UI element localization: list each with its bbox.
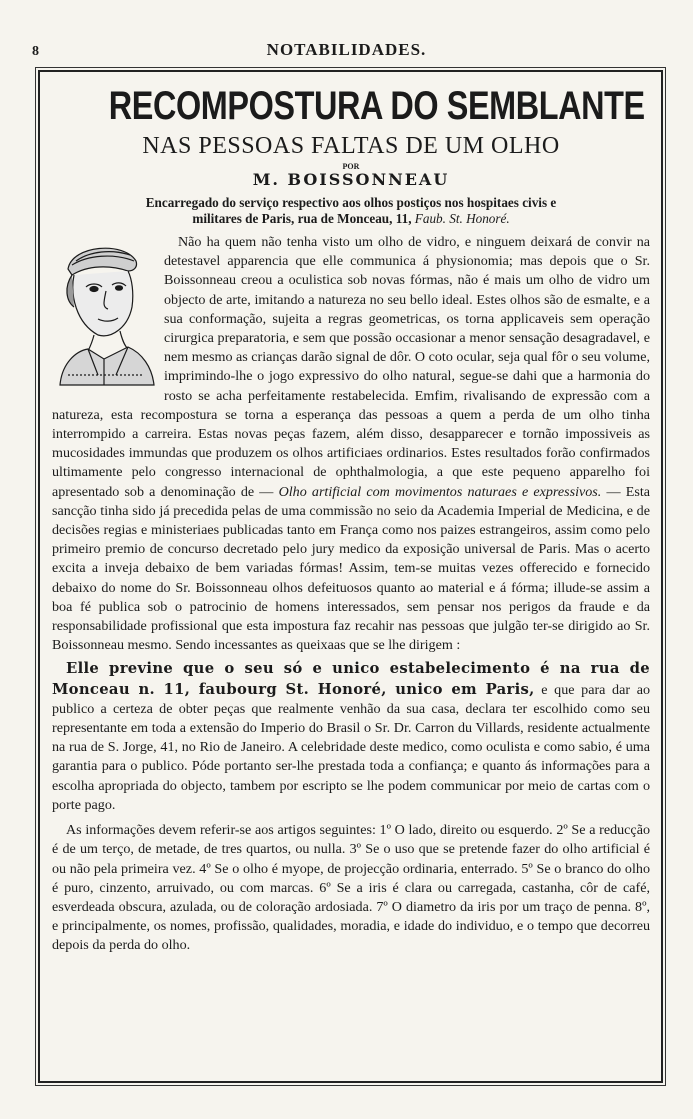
section-title: NOTABILIDADES. [266, 40, 427, 59]
running-head [0, 0, 693, 68]
credentials-line-2 [52, 211, 650, 227]
credentials [52, 195, 650, 227]
subheadline: NAS PESSOAS FALTAS DE UM OLHO [142, 133, 560, 159]
notice-emphasis: Elle previne que o seu só e unico estabelecimento é na rua de Monceau n. 11, faubourg St. Honoré, unico em Paris, [52, 660, 650, 698]
portrait-illustration [54, 235, 158, 388]
body-text [52, 233, 650, 956]
credentials-address-italic: Faub. St. Honoré. [414, 211, 510, 226]
paragraph-1-text-a: Não ha quem não tenha visto um olho de vidro, e ninguem deixará de convir na detestavel apparencia que elle communica á physionomia; mas depois que o Sr. Boissonneau creou a oculistica sob novas fórmas, não é mais um olho de vidro um objecto de arte, imitando a natureza no seu bello ideal. Estes olhos são de esmalte, e a sua conformação, sujeita a regras geometricas, os torna applicaveis sem operação cirurgica preparatoria, e sem que possão occasionar a menor sensação desagradavel, e nem mesmo as crianças darão signal de dôr. O coto ocular, seja qual fôr o seu volume, imprimindo-lhe o jogo expressivo do olho natural, segue-se dahi que a harmonia do rosto se acha perfeitamente restabelecida. Emfim, rivalisando de expressão com a natureza, esta recompostura se torna a esperança das pessoas a quem a perda de um olho tinha interrompido a carreira. Estas novas peças fazem, além disso, desapparecer e tornão impossiveis as mucosidades immundas que produzem os olhos artificiaes ordinarios. Estes resultados forão confirmados ultimamente pelo congresso internacional de ophthalmologia, a que este pequeno apparelho foi apresentado sob a denominação de — [52, 234, 650, 500]
paragraph-1-text-b: — Esta sancção tinha sido já precedida pelas de uma commissão no seio da Academia Imperial de Medicina, e de decisões regias e ministeriaes publicadas tanto em França como nos paizes estrangeiros, assim como pelo primeiro premio de concurso decretado pelo jury medico da exposição universal de Paris. Mas o acerto excita a inveja debaixo de bem variadas fórmas! Assim, tem-se muitas vezes offerecido e fornecido debaixo do nome do Sr. Boissonneau olhos defeituosos quanto ao material e á fórma; illude-se assim a boa fé publica sob o patrocinio de homens interessados, sem pensar nos perigos da fraude e da responsabilidade profissional que esta impostura faz recahir nas pessoas que julgão ter-se dirigido ao Sr. Boissonneau mesmo. Sendo incessantes as queixaas que se lhe dirigem : [52, 483, 650, 654]
credentials-line-1: Encarregado do serviço respectivo aos olhos postiços nos hospitaes civis e [145, 195, 557, 210]
paragraph-1-italic-quote: Olho artificial com movimentos naturaes e expressivos. [278, 483, 602, 500]
paragraph-2 [52, 659, 650, 815]
paragraph-2-text: e que para dar ao publico a certeza de obter peças que realmente venhão da sua casa, declara ter escolhido como seu representante em toda a extensão do Imperio do Brasil o Sr. Dr. Carron du Villards, residente actualmente na rua de S. Jorge, 41, no Rio de Janeiro. A celebridade deste medico, como oculista e como sabio, é uma garantia para o publico. Póde portanto ser-lhe prestada toda a confiança; e quanto ás informações para a escolha apropriada do objecto, tambem por escripto se lhe podem communicar por meio de cartas com o porte pago. [52, 681, 650, 813]
advertisement [52, 84, 650, 956]
author-name: M. BOISSONNEAU [252, 170, 450, 189]
byline-por: POR [342, 162, 360, 171]
credentials-address: militares de Paris, rua de Monceau, 11, [192, 211, 412, 226]
headline: RECOMPOSTURA DO SEMBLANTE [108, 84, 645, 128]
paragraph-3: As informações devem referir-se aos artigos seguintes: 1º O lado, direito ou esquerdo. 2º Se a reducção é de um terço, de metade, de tres quartos, ou nulla. 3º Se o uso que se pretende fazer do olho artificial é ou não pela primeira vez. 4º Se o olho é myope, de projecção ordinaria, enterrado. 5º Se o branco do olho é puro, cinzento, arruivado, ou com marcas. 6º Se a iris é clara ou carregada, castanha, côr de café, esverdeada obscura, azulada, ou de coloração ardosiada. 7º O diametro da iris por um traço de penna. 8º, e principalmente, os nomes, profissão, qualidades, moradia, e idade do individuo, e o tempo que decorreu depois da perda do olho. [52, 822, 650, 954]
page-number: 8 [32, 44, 39, 59]
